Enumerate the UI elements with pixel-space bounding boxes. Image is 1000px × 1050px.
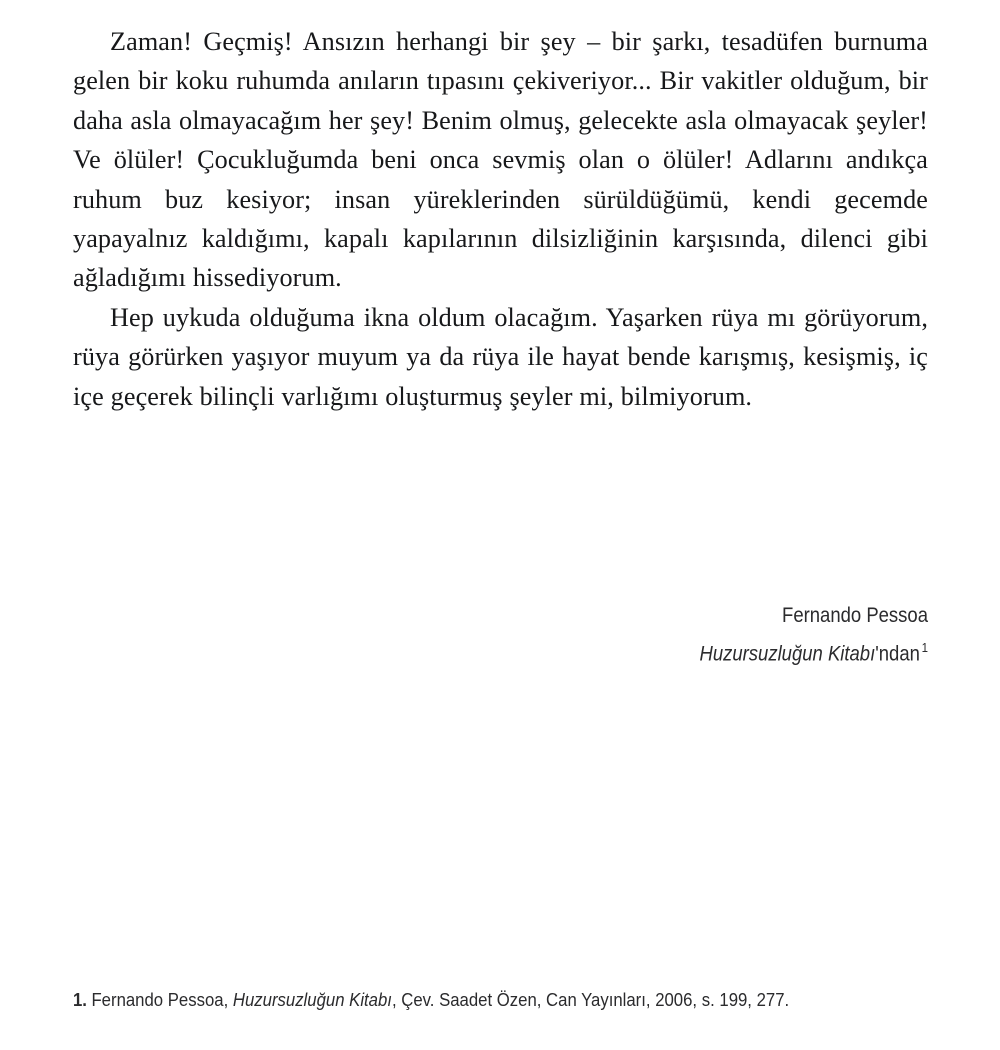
attribution-source-title: Huzursuzluğun Kitabı: [699, 641, 876, 666]
attribution-author: Fernando Pessoa: [782, 603, 928, 627]
footnote: [73, 988, 943, 1012]
footnote-number: 1.: [73, 989, 87, 1010]
attribution-source: [193, 633, 928, 668]
attribution-block: [73, 601, 928, 668]
footnote-publication-details: , Çev. Saadet Özen, Can Yayınları, 2006, s. 199, 277.: [391, 989, 790, 1010]
footnote-reference-marker: 1: [921, 640, 928, 655]
footnote-text: [73, 988, 789, 1012]
body-paragraph-1: Zaman! Geçmiş! Ansızın herhangi bir şey – bir şarkı, tesadüfen burnuma gelen bir koku ruhumda anıların tıpasını çekiveriyor... Bir vakitler olduğum, bir daha asla olmayacağım her şey! Benim olmuş, gelecekte asla olmayacak şeyler! Ve ölüler! Çocukluğumda beni onca sevmiş olan o ölüler! Adlarını andıkça ruhum buz kesiyor; insan yüreklerinden sürüldüğümü, kendi gecemde yapayalnız kaldığımı, kapalı kapılarının dilsizliğinin karşısında, dilenci gibi ağladığımı hissediyorum.: [73, 27, 928, 293]
footnote-author: Fernando Pessoa,: [91, 989, 229, 1010]
attribution-source-suffix: 'ndan: [875, 641, 920, 666]
body-paragraph-2: Hep uykuda olduğuma ikna oldum olacağım. Yaşarken rüya mı görüyorum, rüya görürken yaşıyor muyum ya da rüya ile hayat bende karışmış, kesişmiş, iç içe geçerek bilinçli varlığımı oluşturmuş şeyler mi, bilmiyorum.: [73, 302, 928, 411]
body-text-column: [73, 22, 928, 416]
footnote-title: Huzursuzluğun Kitabı: [232, 989, 392, 1010]
